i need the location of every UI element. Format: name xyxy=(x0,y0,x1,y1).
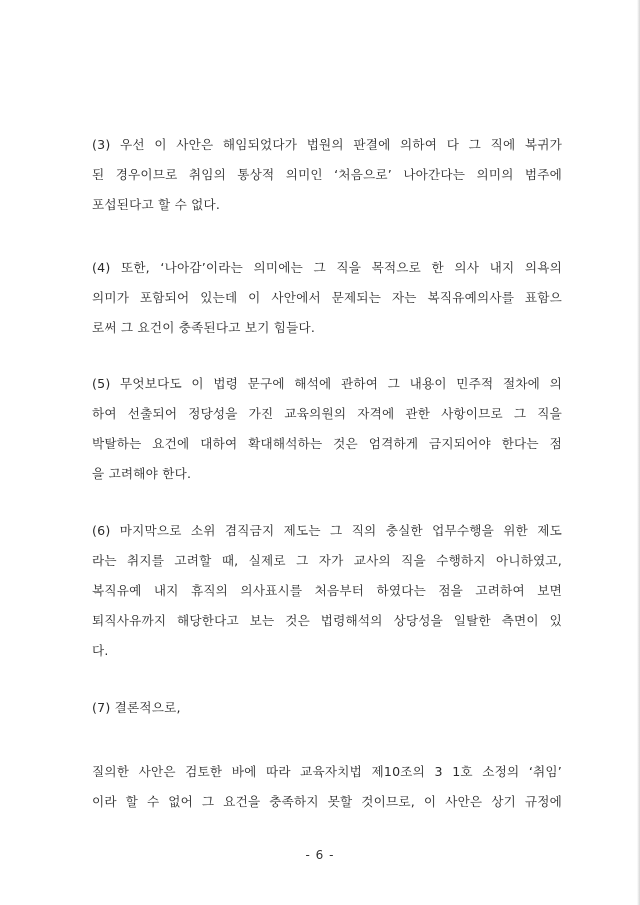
text-line: 복직유예 내지 휴직의 의사표시를 처음부터 하였다는 점을 고려하여 보면 xyxy=(92,583,562,598)
text-line: 의미가 포함되어 있는데 이 사안에서 문제되는 자는 복직유예의사를 표함으 xyxy=(92,290,562,305)
text-line: 다. xyxy=(92,643,109,658)
text-line: 을 고려해야 한다. xyxy=(92,466,192,481)
text-line: 로써 그 요건이 충족된다고 보기 힘들다. xyxy=(92,320,316,335)
text-line: 하여 선출되어 정당성을 가진 교육의원의 자격에 관한 사항이므로 그 직을 xyxy=(92,406,562,421)
paragraph-4 xyxy=(92,253,562,343)
text-line: 이라 할 수 없어 그 요건을 충족하지 못할 것이므로, 이 사안은 상기 규정에 xyxy=(92,794,562,809)
text-line: 박탈하는 요건에 대하여 확대해석하는 것은 엄격하게 금지되어야 한다는 점 xyxy=(92,436,562,451)
text-line: (4) 또한, ‘나아감’이라는 의미에는 그 직을 목적으로 한 의사 내지 의욕의 xyxy=(92,260,562,275)
text-line: 된 경우이므로 취임의 통상적 의미인 ‘처음으로’ 나아간다는 의미의 범주에 xyxy=(92,167,562,182)
paragraph-5 xyxy=(92,369,562,489)
page-number: - 6 - xyxy=(305,848,335,862)
paragraph-6 xyxy=(92,516,562,666)
paragraph-7 xyxy=(92,693,562,723)
text-line: (5) 무엇보다도 이 법령 문구에 해석에 관하여 그 내용이 민주적 절차에 의 xyxy=(92,376,562,391)
paragraph-conclusion xyxy=(92,757,562,817)
text-line: (6) 마지막으로 소위 겸직금지 제도는 그 직의 충실한 업무수행을 위한 제도 xyxy=(92,523,562,538)
text-line: (7) 결론적으로, xyxy=(92,700,181,715)
paragraph-3 xyxy=(92,130,562,220)
text-line: (3) 우선 이 사안은 해임되었다가 법원의 판결에 의하여 다 그 직에 복귀가 xyxy=(92,137,562,152)
text-line: 포섭된다고 할 수 없다. xyxy=(92,197,221,212)
text-line: 라는 취지를 고려할 때, 실제로 그 자가 교사의 직을 수행하지 아니하였고, xyxy=(92,553,562,568)
text-line: 질의한 사안은 검토한 바에 따라 교육자치법 제10조의 3 1호 소정의 ‘취임’ xyxy=(92,764,562,779)
text-line: 퇴직사유까지 해당한다고 보는 것은 법령해석의 상당성을 일탈한 측면이 있 xyxy=(92,613,562,628)
